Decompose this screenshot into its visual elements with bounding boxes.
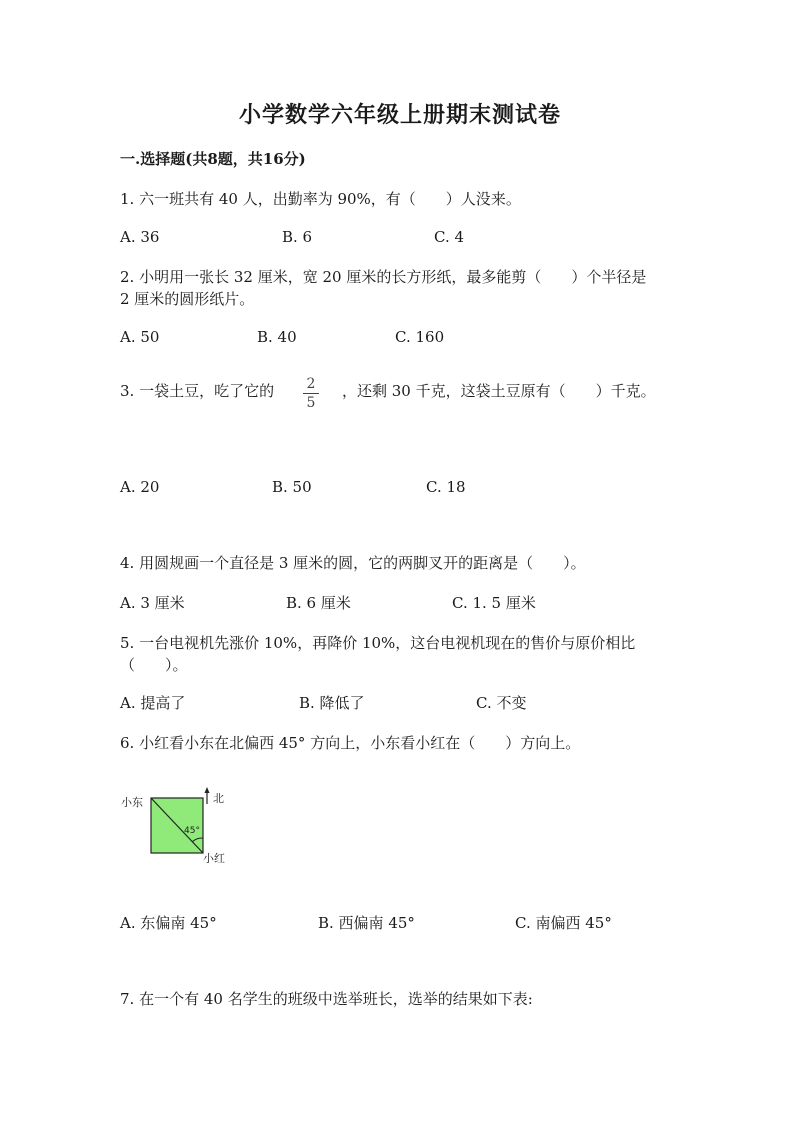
section-heading: 一.选择题(共8题，共16分): [120, 150, 306, 168]
q4-option-c: C. 1. 5 厘米: [452, 594, 536, 612]
label-xiaodong: 小东: [121, 796, 143, 809]
q4-option-a: A. 3 厘米: [120, 594, 185, 612]
q6-option-b: B. 西偏南 45°: [318, 914, 415, 932]
q5-option-a: A. 提高了: [120, 694, 186, 712]
q2-option-c: C. 160: [395, 328, 445, 346]
q1-option-b: B. 6: [282, 228, 313, 246]
question-2-line-1: 2. 小明用一张长 32 厘米，宽 20 厘米的长方形纸，最多能剪（ ）个半径是: [120, 268, 647, 286]
q1-option-c: C. 4: [434, 228, 465, 246]
q2-option-a: A. 50: [120, 328, 160, 346]
q5-option-b: B. 降低了: [299, 694, 365, 712]
q3-option-b: B. 50: [272, 478, 312, 496]
q1-option-a: A. 36: [120, 228, 160, 246]
north-arrow-icon: [205, 787, 210, 793]
q3-option-c: C. 18: [426, 478, 466, 496]
question-6: 6. 小红看小东在北偏西 45° 方向上，小东看小红在（ ）方向上。: [120, 734, 581, 752]
q6-option-c: C. 南偏西 45°: [515, 914, 612, 932]
fraction-two-fifths: [303, 376, 319, 411]
fraction-bar: [303, 393, 319, 394]
q6-option-a: A. 东偏南 45°: [120, 914, 217, 932]
question-5-line-2: （ ）。: [120, 656, 188, 674]
fraction-numerator: 2: [306, 376, 316, 392]
question-2-line-2: 2 厘米的圆形纸片。: [120, 290, 255, 308]
question-3-after: ，还剩 30 千克，这袋土豆原有（ ）千克。: [342, 382, 656, 400]
page-title: 小学数学六年级上册期末测试卷: [238, 102, 561, 128]
fraction-denominator: 5: [306, 395, 316, 411]
direction-diagram: [120, 786, 240, 866]
label-xiaohong: 小红: [203, 852, 225, 865]
label-north: 北: [213, 792, 224, 805]
q2-option-b: B. 40: [257, 328, 297, 346]
question-3-before: 3. 一袋土豆，吃了它的: [120, 382, 275, 400]
question-7: 7. 在一个有 40 名学生的班级中选举班长，选举的结果如下表:: [120, 990, 533, 1008]
q4-option-b: B. 6 厘米: [286, 594, 351, 612]
q3-option-a: A. 20: [120, 478, 160, 496]
question-1: 1. 六一班共有 40 人，出勤率为 90%，有（ ）人没来。: [120, 190, 521, 208]
angle-label: 45°: [184, 826, 200, 836]
question-4: 4. 用圆规画一个直径是 3 厘米的圆，它的两脚叉开的距离是（ ）。: [120, 554, 586, 572]
q5-option-c: C. 不变: [476, 694, 527, 712]
question-5-line-1: 5. 一台电视机先涨价 10%，再降价 10%，这台电视机现在的售价与原价相比: [120, 634, 636, 652]
